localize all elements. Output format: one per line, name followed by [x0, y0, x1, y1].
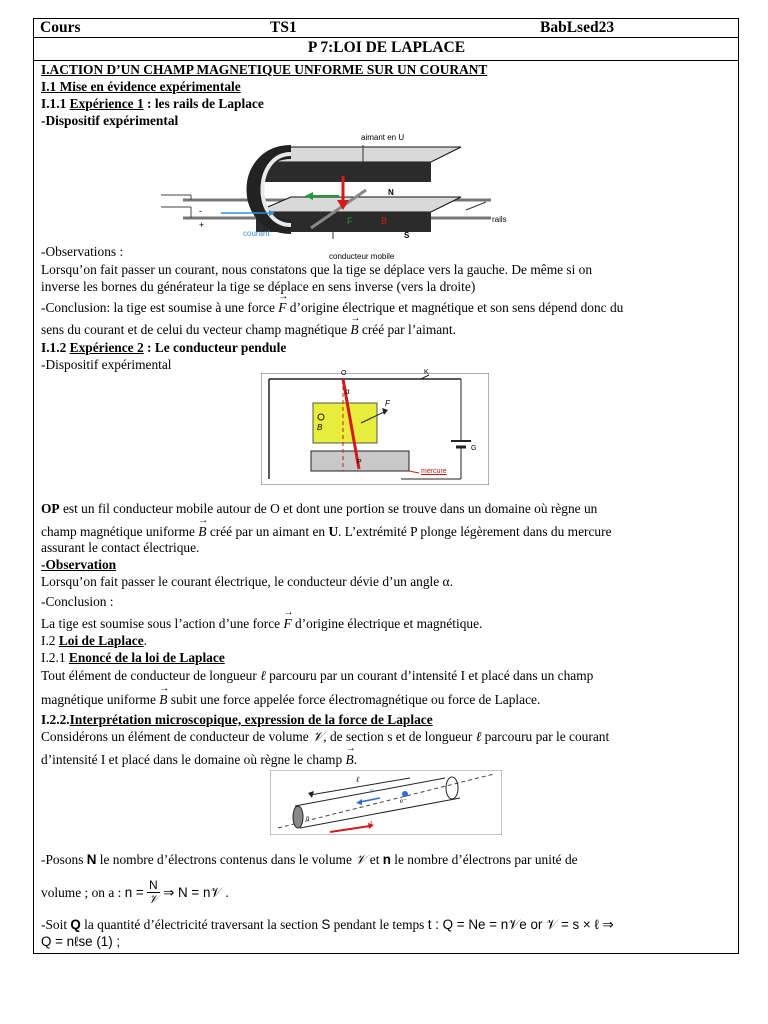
label-f2: F	[385, 399, 390, 408]
cons-text-c: parcouru par le courant	[481, 729, 610, 744]
label-conducteur: conducteur mobile	[329, 252, 395, 261]
op-line2	[41, 523, 732, 540]
section2-heading	[41, 632, 732, 649]
interp-prefix: I.2.2.	[41, 712, 70, 727]
op-text2a: champ magnétique uniforme	[41, 524, 199, 539]
section1-heading: I.ACTION D’UN CHAMP MAGNETIQUE UNFORME SUR UN COURANT	[41, 62, 488, 77]
posons-volume-symbol: 𝒱	[355, 852, 367, 867]
cons-text-d: d’intensité I et placé dans le domaine où règne le champ	[41, 752, 346, 767]
observations-heading: -Observations :	[41, 244, 124, 259]
posons-n: n	[382, 852, 391, 867]
posons-text-e: volume ; on a :	[41, 885, 125, 900]
exp2-label: Expérience 2	[69, 340, 144, 355]
experience2-heading	[41, 339, 732, 356]
exp1-prefix: I.1.1	[41, 96, 70, 111]
pendulum-figure	[261, 369, 489, 485]
course-page	[33, 18, 739, 954]
law-text-c: magnétique uniforme	[41, 692, 160, 707]
op-line3: assurant le contact électrique.	[41, 540, 200, 555]
header-row	[34, 19, 738, 38]
posons-N: N	[86, 852, 97, 867]
label-mercure: mercure	[421, 468, 447, 475]
law-text-a: Tout élément de conducteur de longueur	[41, 668, 261, 683]
conclusion1-text-b: d’origine électrique et magnétique et son sens dépend donc du	[286, 300, 624, 315]
formula-N-equals: ⇒ N = n𝒱 .	[163, 885, 229, 900]
interpretation-heading	[41, 711, 732, 728]
s2-suffix: .	[143, 633, 148, 648]
label-b: B	[381, 216, 388, 226]
enonce-title: Enoncé de la loi de Laplace	[68, 650, 225, 665]
posons-text-d: le nombre d’électrons par unité de	[390, 852, 578, 867]
label-alpha: α	[345, 387, 350, 396]
s2-prefix: I.2	[41, 633, 59, 648]
label-k: K	[424, 369, 429, 376]
force-vector-symbol: → F	[278, 299, 286, 316]
s2-heading: Loi de Laplace	[58, 633, 144, 648]
enonce-prefix: I.2.1	[41, 650, 69, 665]
label-o: O	[341, 370, 347, 377]
soit-Q: Q	[70, 917, 81, 932]
posons-line2	[41, 879, 732, 907]
op-u: U	[328, 524, 339, 539]
conclusion1-line2	[41, 321, 732, 338]
label-minus: -	[199, 206, 202, 216]
conclusion1-text-a: -Conclusion: la tige est soumise à une force	[41, 300, 279, 315]
enonce-heading	[41, 649, 732, 666]
experience1-heading	[41, 95, 732, 112]
page-title: P 7:LOI DE LAPLACE	[307, 39, 466, 56]
field-vector-symbol: → B	[350, 321, 358, 338]
cons-text-e: .	[353, 752, 358, 767]
soit-text-b: la quantité d’électricité traversant la section	[80, 917, 322, 932]
exp2-prefix: I.1.2	[41, 340, 70, 355]
rails-diagram	[161, 132, 508, 245]
conclusion1-text-d: créé par l’aimant.	[358, 322, 456, 337]
laplace-rails-figure	[161, 132, 508, 261]
label-b2: B	[317, 423, 323, 432]
header-author: BabLsed23	[540, 19, 615, 36]
soit-t: t	[427, 917, 432, 932]
pendulum-diagram	[261, 373, 489, 485]
label-g: G	[471, 445, 477, 452]
cons-text-b: , de section s et de longueur	[323, 729, 476, 744]
law-line2	[41, 691, 732, 708]
formula-n-equals: n =	[124, 885, 144, 900]
fig3-label-i: I	[370, 820, 373, 828]
observation-heading: -Observation	[41, 557, 117, 572]
cons-field-symbol: → B	[346, 751, 354, 768]
ell-symbol: ℓ	[260, 668, 266, 683]
interp-title: Interprétation microscopique, expression de la force de Laplace	[69, 712, 433, 727]
soit-text-c: pendant le temps	[330, 917, 428, 932]
header-course: Cours	[40, 19, 81, 36]
soit-line1	[41, 916, 732, 933]
observations-line2: inverse les bornes du générateur la tige se déplace en sens inverse (vers la droite)	[41, 279, 476, 294]
conclusion2-text-a: La tige est soumise sous l’action d’une force	[41, 616, 284, 631]
conductor-element-figure	[270, 770, 502, 835]
conclusion2-text	[41, 615, 732, 632]
considerons-line1	[41, 728, 732, 745]
soit-S: S	[321, 917, 331, 932]
law-field-symbol: → B	[159, 691, 167, 708]
op-field-symbol: → B	[198, 523, 206, 540]
op-bold: OP	[41, 501, 60, 516]
conclusion2-text-b: d’origine électrique et magnétique.	[291, 616, 483, 631]
considerons-line2	[41, 751, 732, 768]
soit-line2: Q = nℓse (1) ;	[41, 934, 121, 949]
conductor-element-diagram	[270, 770, 502, 835]
fraction-denominator: 𝒱	[148, 892, 159, 906]
label-courant: courant	[243, 229, 270, 238]
observation-text: Lorsqu’on fait passer le courant électrique, le conducteur dévie d’un angle α.	[41, 574, 453, 589]
fig3-label-n: n	[306, 814, 310, 822]
fig3-label-l: ℓ	[356, 775, 360, 784]
label-s: S	[404, 231, 410, 240]
posons-text-a: -Posons	[41, 852, 87, 867]
fraction-numerator: N	[149, 878, 158, 892]
dispositif-label: -Dispositif expérimental	[41, 113, 179, 128]
label-f: F	[347, 216, 353, 226]
exp1-label: Expérience 1	[69, 96, 144, 111]
exp1-rest: : les rails de Laplace	[143, 96, 264, 111]
soit-formula: : Q = Ne = n𝒱e or 𝒱 = s × ℓ ⇒	[431, 917, 614, 932]
posons-text-b: le nombre d’électrons contenus dans le volume	[96, 852, 356, 867]
label-p: P	[357, 459, 362, 466]
cons-text-a: Considérons un élément de conducteur de volume	[41, 729, 313, 744]
fig3-label-e: e⁻	[400, 797, 407, 805]
label-n: N	[388, 188, 394, 197]
posons-text-c: et	[366, 852, 383, 867]
label-plus: +	[199, 220, 205, 230]
label-rails: rails	[492, 215, 507, 224]
op-text2c: . L’extrémité P plonge légèrement dans du mercure	[338, 524, 612, 539]
volume-symbol: 𝒱	[312, 729, 324, 744]
fraction	[147, 879, 160, 906]
law-line1	[41, 667, 732, 684]
soit-text-a: -Soit	[41, 917, 71, 932]
op-text2b: créé par un aimant en	[206, 524, 329, 539]
conclusion1-text-c: sens du courant et de celui du vecteur champ magnétique	[41, 322, 351, 337]
conclusion2-force-symbol: → F	[283, 615, 291, 632]
observations-line1: Lorsqu’on fait passer un courant, nous constatons que la tige se déplace vers la gauche. De même si on	[41, 262, 593, 277]
sub-heading-1: I.1 Mise en évidence expérimentale	[41, 79, 241, 94]
posons-line1	[41, 851, 732, 868]
law-text-d: subit une force appelée force électromagnétique ou force de Laplace.	[167, 692, 541, 707]
header-class: TS1	[270, 19, 297, 36]
op-text1: est un fil conducteur mobile autour de O et dont une portion se trouve dans un domaine où règne un	[59, 501, 598, 516]
op-line1	[41, 500, 732, 517]
label-aimant: aimant en U	[361, 133, 405, 142]
ell-symbol-2: ℓ	[475, 729, 482, 744]
fig3-label-v: v	[370, 786, 374, 795]
conclusion2-heading: -Conclusion :	[41, 594, 114, 609]
conclusion1-line1	[41, 299, 732, 316]
exp2-rest: : Le conducteur pendule	[143, 340, 287, 355]
law-text-b: parcouru par un courant d’intensité I et placé dans un champ	[265, 668, 594, 683]
dispositif2-label: -Dispositif expérimental	[41, 357, 172, 372]
